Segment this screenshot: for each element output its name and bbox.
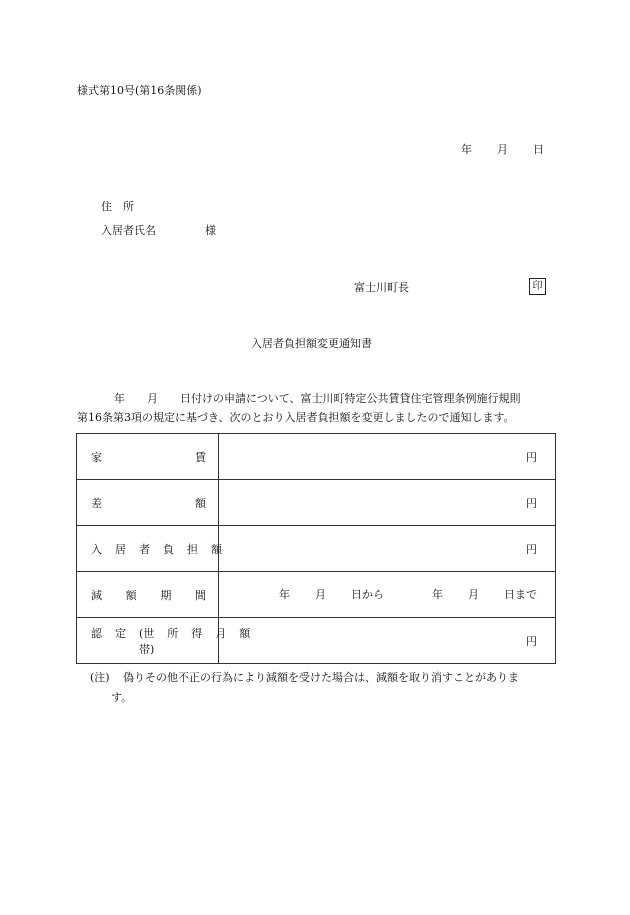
resident-burden-label: 入 居 者 負 担 額 [77,526,219,572]
date-year: 年 [461,143,472,156]
period-to-day: 日まで [504,588,537,601]
period-from-month: 月 [315,588,326,601]
issuer-name: 富士川町長 [354,281,409,294]
table-row [77,434,556,480]
date-day: 日 [533,143,544,156]
resident-burden-value: 円 [219,526,556,572]
difference-value: 円 [219,480,556,526]
seal-stamp: 印 [529,278,546,295]
note-line-2: す。 [111,691,133,704]
reduction-period-value [219,572,556,618]
body-line-1: 年 月 日付けの申請について、富士川町特定公共賃貸住宅管理条例施行規則 [114,392,521,405]
period-to-year: 年 [432,588,443,601]
note-line-1: 偽りその他不正の行為により減額を受けた場合は、減額を取り消すことがありま [123,671,519,684]
rent-label: 家 賃 [77,434,219,480]
difference-label: 差 額 [77,480,219,526]
burden-table [76,433,556,664]
form-number: 様式第10号(第16条関係) [77,84,202,97]
certified-income-label: 認 定 (世帯) 所 得 月 額 [77,618,219,664]
table-row [77,480,556,526]
reduction-period-label: 減 額 期 間 [77,572,219,618]
note [90,668,560,708]
date-month: 月 [497,143,508,156]
rent-value: 円 [219,434,556,480]
address-label: 住 所 [101,200,134,213]
honorific: 様 [205,224,216,237]
period-from-year: 年 [279,588,290,601]
table-row [77,618,556,664]
period-to-month: 月 [468,588,479,601]
document-title: 入居者負担額変更通知書 [251,337,372,350]
body-text [77,389,557,427]
certified-income-value: 円 [219,618,556,664]
period-from-day: 日から [351,588,384,601]
note-tag: (注) [90,671,110,684]
resident-name-label: 入居者氏名 [101,224,156,237]
body-line-2: 第16条第3項の規定に基づき、次のとおり入居者負担額を変更しましたので通知します。 [77,411,515,424]
table-row [77,572,556,618]
table-row [77,526,556,572]
